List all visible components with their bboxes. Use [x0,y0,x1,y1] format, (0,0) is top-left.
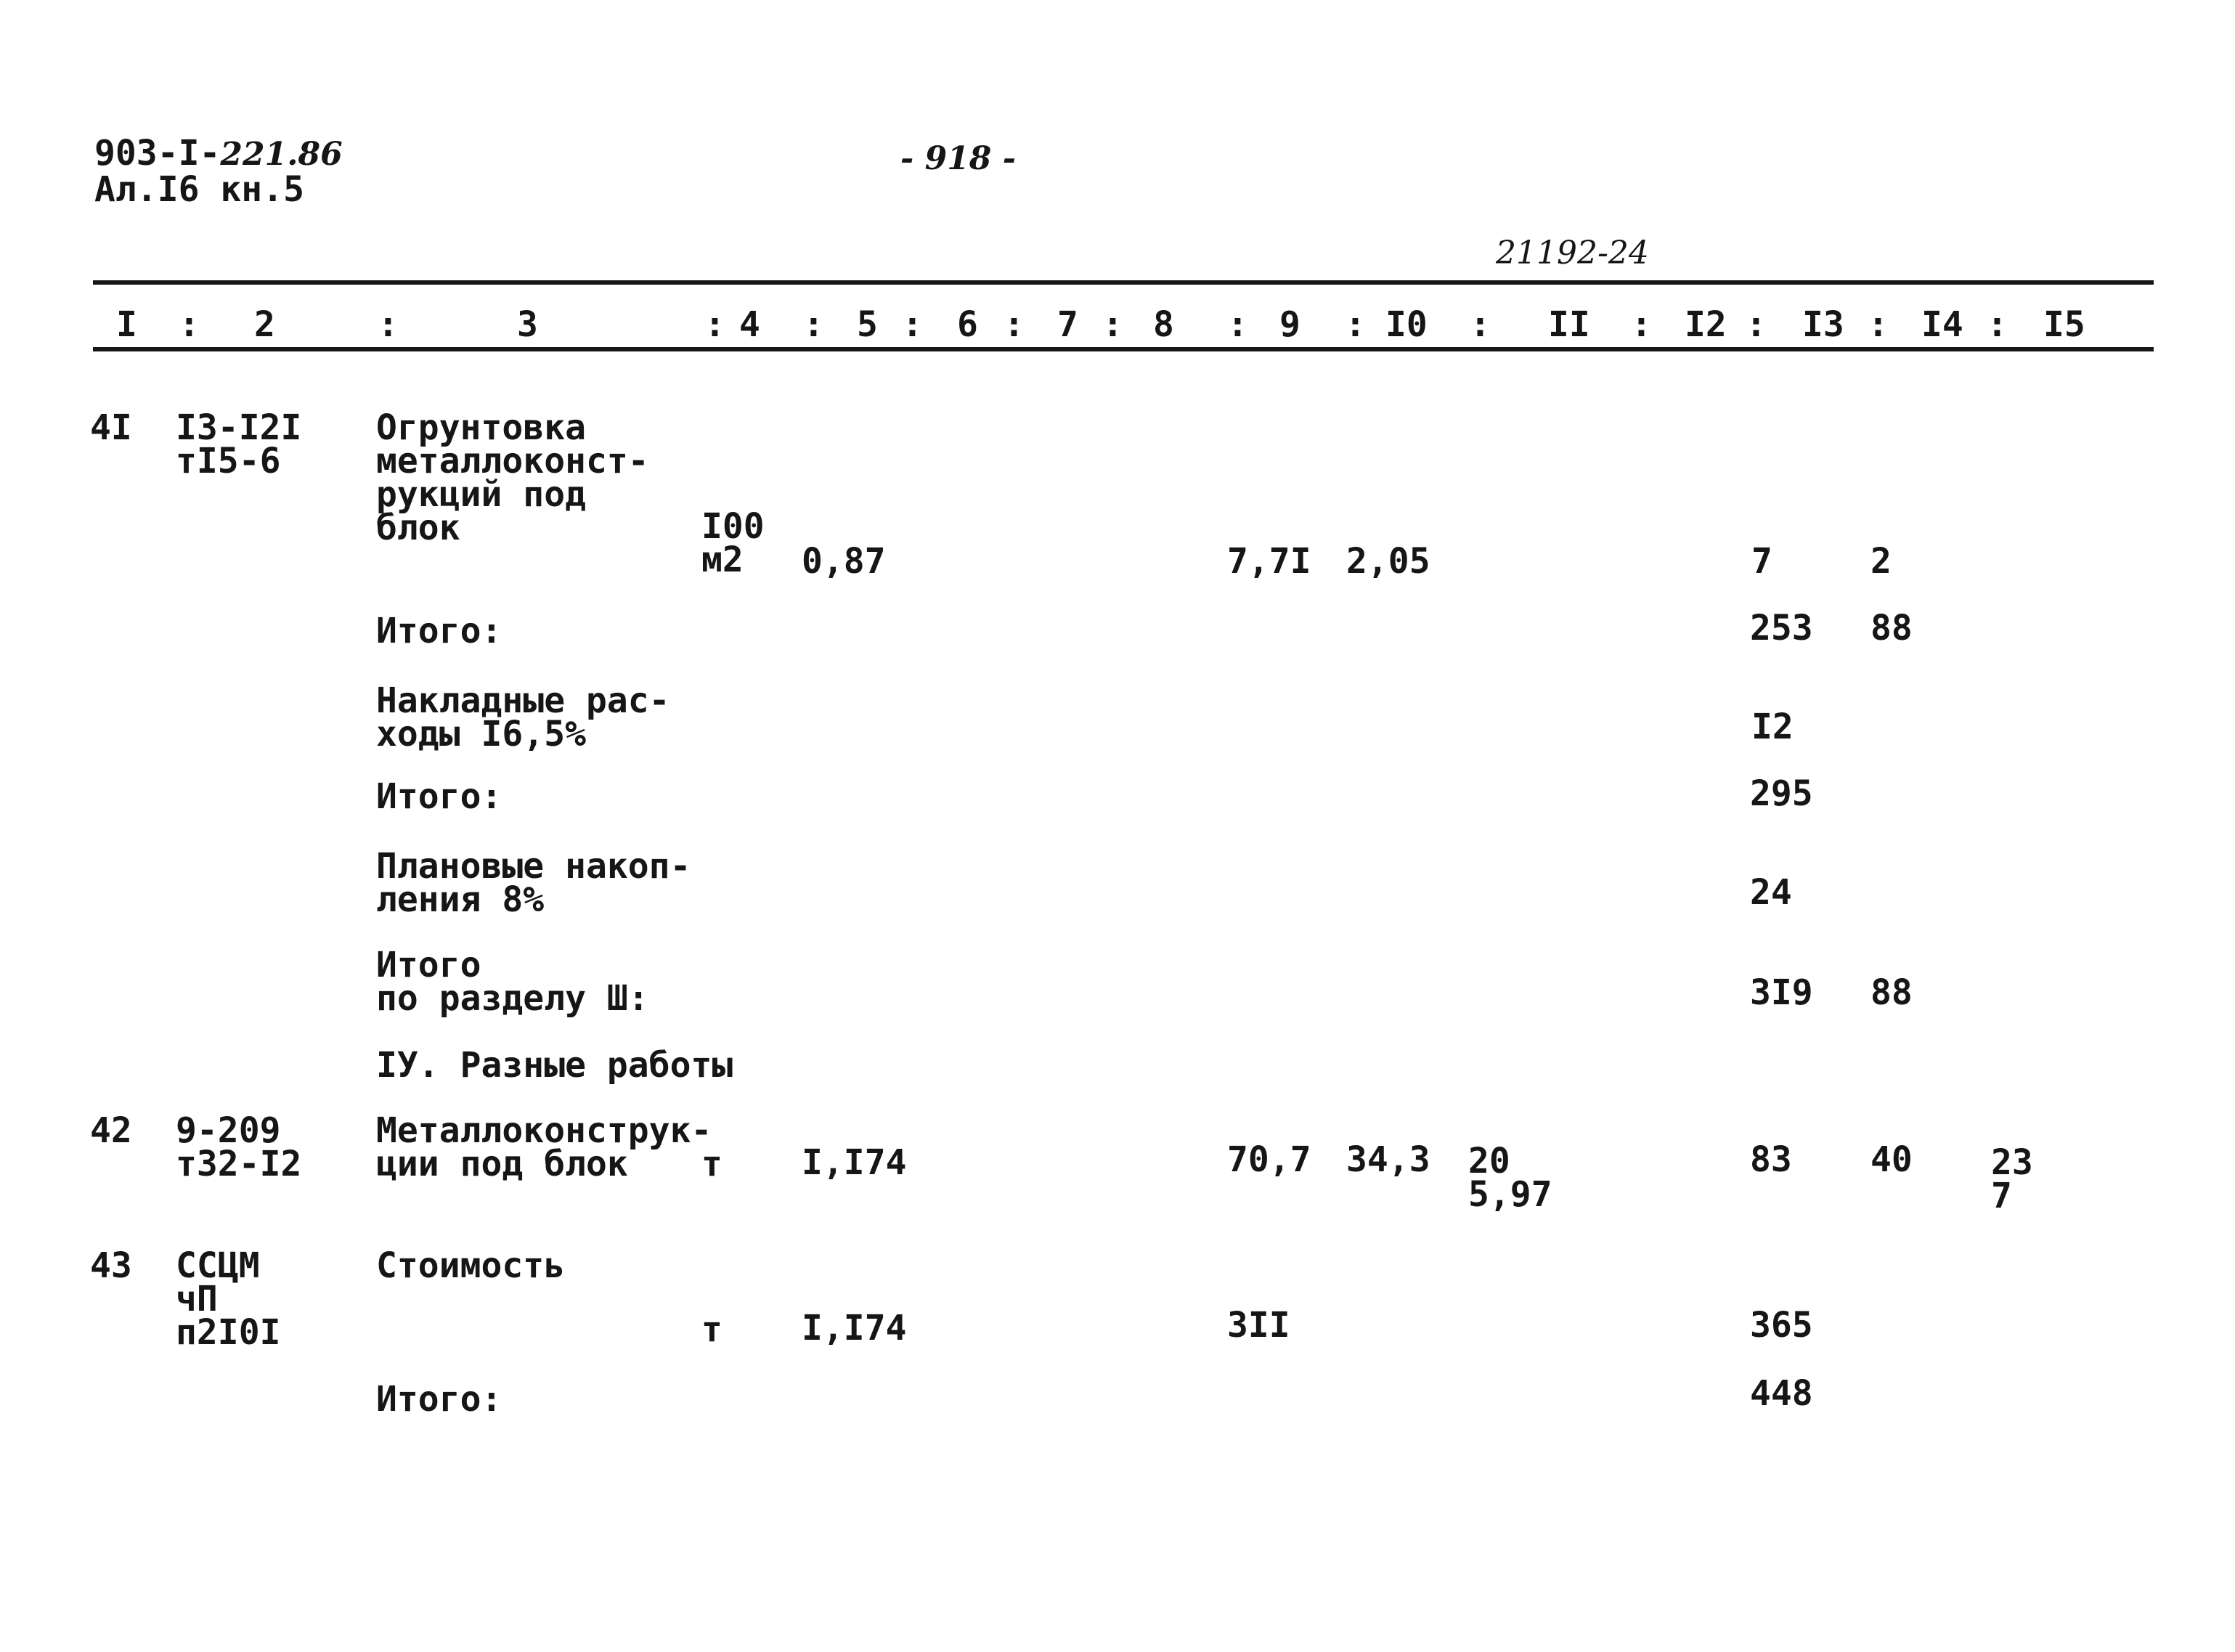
row-description: Итого: [376,1379,502,1420]
col-sep: : [1227,304,1248,345]
col-header-7: 7 [1057,304,1078,345]
album-label: Ал.I6 кн.5 [94,169,304,210]
col-header-12: I2 [1685,304,1727,345]
col-sep: : [1746,304,1767,345]
row-col9: 7,7I [1227,541,1311,582]
row-col14: 2 [1870,541,1892,582]
col-header-8: 8 [1153,304,1174,345]
row-col14: 88 [1870,608,1913,648]
section-heading: IУ. Разные работы [376,1045,733,1086]
col-header-11: II [1548,304,1590,345]
row-quantity: 0,87 [802,541,886,582]
header-bottom-rule [93,347,2154,351]
row-col14: 40 [1870,1139,1913,1180]
col-sep: : [1345,304,1366,345]
row-col9: 70,7 [1227,1139,1311,1180]
col-sep: : [803,304,824,345]
col-header-14: I4 [1921,304,1963,345]
col-sep: : [1868,304,1889,345]
row-col15: 23 7 [1991,1142,2033,1216]
row-col13: 83 [1750,1139,1792,1180]
row-reference: ССЦМ чП п2I0I [176,1245,281,1353]
col-header-2: 2 [254,304,275,345]
col-sep: : [1102,304,1123,345]
col-header-9: 9 [1279,304,1300,345]
row-reference: I3-I2I тI5-6 [176,407,302,481]
col-sep: : [704,304,725,345]
row-description: Накладные рас- ходы I6,5% [376,680,670,754]
col-header-1: I [116,304,137,345]
doc-number: 21192-24 [1496,235,1649,272]
col-sep: : [179,304,200,345]
row-description: Металлоконструк- ции под блок [376,1110,712,1184]
row-col13: 448 [1750,1373,1813,1414]
col-header-5: 5 [857,304,878,345]
doc-code-printed: 903-I- [94,133,221,174]
row-unit: т [701,1144,722,1184]
col-sep: : [1987,304,2008,345]
col-header-13: I3 [1802,304,1844,345]
col-header-15: I5 [2043,304,2085,345]
row-description: Стоимость [376,1245,566,1286]
row-col13: 253 [1750,608,1813,648]
row-col13: 24 [1750,872,1792,913]
row-col13: I2 [1751,707,1794,747]
col-sep: : [1470,304,1491,345]
row-unit: т [701,1309,722,1350]
row-unit: I00 м2 [701,506,765,580]
row-col10: 2,05 [1346,541,1430,582]
row-col11: 20 5,97 [1468,1141,1552,1215]
row-quantity: I,I74 [802,1142,907,1183]
row-col14: 88 [1870,972,1913,1013]
doc-code [94,133,343,174]
col-header-6: 6 [957,304,978,345]
row-description: Итого: [376,611,502,651]
col-header-3: 3 [517,304,538,345]
row-description: Итого по разделу Ш: [376,945,649,1019]
col-sep: : [902,304,923,345]
row-col13: 295 [1750,773,1813,814]
row-description: Итого: [376,776,502,817]
col-sep: : [1631,304,1652,345]
col-sep: : [1003,304,1025,345]
row-description: Огрунтовка металлоконст- рукций под блок [376,407,649,548]
row-description: Плановые накоп- ления 8% [376,846,691,920]
row-number: 4I [90,407,132,448]
doc-code-handwritten: 221.86 [220,136,343,173]
row-number: 42 [90,1110,132,1151]
row-col10: 34,3 [1346,1139,1430,1180]
row-col13: 7 [1751,541,1772,582]
row-col9: 3II [1227,1305,1290,1346]
col-header-4: 4 [739,304,760,345]
page-number: - 918 - [900,140,1017,177]
header-top-rule [93,280,2154,285]
row-quantity: I,I74 [802,1308,907,1348]
row-col13: 365 [1750,1305,1813,1346]
col-header-10: I0 [1385,304,1428,345]
row-reference: 9-209 т32-I2 [176,1110,302,1184]
row-col13: 3I9 [1750,972,1813,1013]
row-number: 43 [90,1245,132,1286]
col-sep: : [378,304,399,345]
